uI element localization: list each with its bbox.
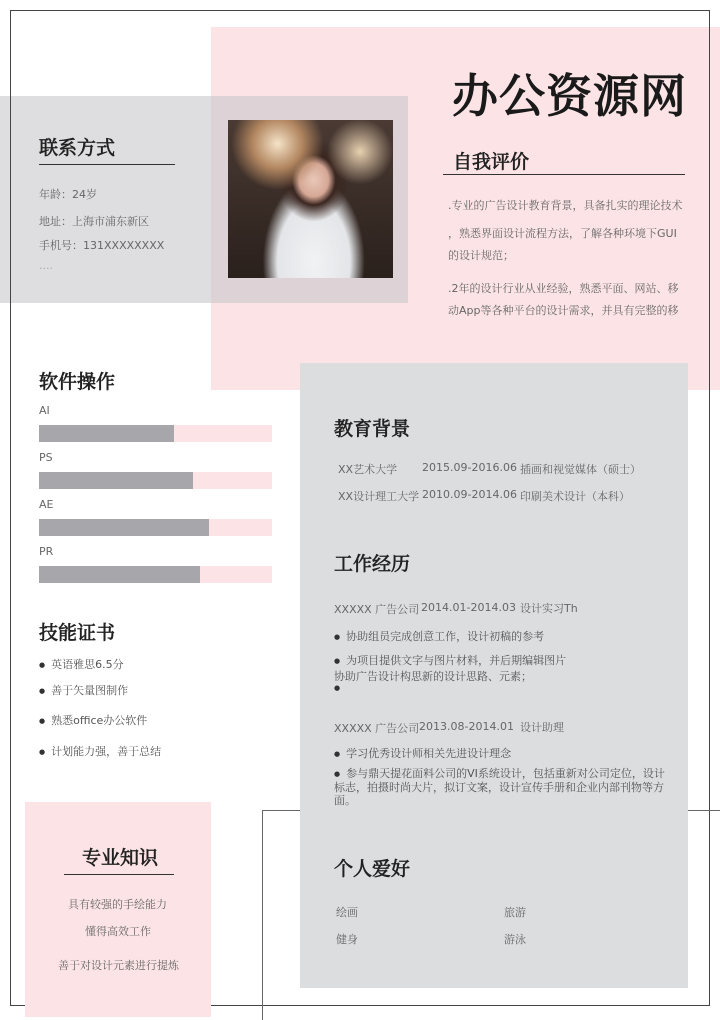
hobby: 旅游	[504, 906, 526, 919]
knowledge-item: 善于对设计元素进行提炼	[58, 959, 179, 972]
period: 2013.08-2014.01	[419, 720, 514, 733]
cert-item: ● 善于矢量图制作	[39, 682, 128, 698]
divider	[443, 174, 685, 175]
divider	[64, 874, 174, 875]
certs-heading: 技能证书	[39, 622, 116, 644]
knowledge-item: 具有较强的手绘能力	[68, 898, 167, 911]
self-eval-line: 的设计规范；	[448, 249, 514, 262]
skill-bar	[39, 519, 272, 536]
hobby: 绘画	[336, 906, 358, 919]
address: 地址：上海市浦东新区	[39, 215, 149, 228]
work-bullet	[334, 681, 346, 694]
phone: 手机号：131XXXXXXXX	[39, 239, 165, 252]
more: ····	[39, 262, 53, 275]
software-label: PR	[39, 545, 54, 558]
period: 2014.01-2014.03	[421, 601, 516, 614]
software-label: AI	[39, 404, 50, 417]
education-heading: 教育背景	[334, 418, 411, 440]
work-bullet: ● 参与鼎天提花面料公司的VI系统设计，包括重新对公司定位，设计标志，拍摄时尚大片，拟订文案，设计宣传手册和企业内部刊物等方面。	[334, 767, 666, 807]
knowledge-heading: 专业知识	[82, 847, 159, 869]
school: XX设计理工大学	[338, 490, 420, 503]
skill-bar	[39, 425, 272, 442]
period: 2015.09-2016.06	[422, 461, 517, 474]
self-eval-line: .专业的广告设计教育背景，具备扎实的理论技术	[448, 199, 683, 212]
divider	[39, 164, 175, 165]
skill-bar-fill	[39, 472, 193, 489]
work-bullet: ● 学习优秀设计师相关先进设计理念	[334, 745, 511, 761]
major: 印刷美术设计（本科）	[520, 490, 630, 503]
hobby: 健身	[336, 933, 358, 946]
skill-bar	[39, 566, 272, 583]
hobbies-heading: 个人爱好	[334, 858, 411, 880]
self-eval-line: .2年的设计行业从业经验，熟悉平面、网站、移	[448, 282, 679, 295]
work-bullet: ● 协助组员完成创意工作，设计初稿的参考	[334, 628, 544, 644]
cert-item: ● 熟悉office办公软件	[39, 712, 147, 728]
software-label: PS	[39, 451, 53, 464]
major: 插画和视觉媒体（硕士）	[520, 463, 641, 476]
page-title: 办公资源网	[452, 69, 687, 123]
work-bullet: ● 为项目提供文字与图片材料，并后期编辑图片 协助广告设计构思新的设计思路、元素；	[334, 653, 566, 684]
cert-item: ● 计划能力强，善于总结	[39, 743, 161, 759]
skill-bar-fill	[39, 566, 200, 583]
school: XX艺术大学	[338, 463, 398, 476]
self-eval-line: 动App等各种平台的设计需求，并具有完整的移	[448, 304, 679, 317]
period: 2010.09-2014.06	[422, 488, 517, 501]
skill-bar	[39, 472, 272, 489]
cert-item: ● 英语雅思6.5分	[39, 656, 124, 672]
work-heading: 工作经历	[334, 553, 411, 575]
hobby: 游泳	[504, 933, 526, 946]
self-eval-line: ，熟悉界面设计流程方法，了解各种环境下GUI	[448, 227, 677, 240]
skill-bar-fill	[39, 425, 174, 442]
knowledge-item: 懂得高效工作	[85, 925, 151, 938]
profile-photo	[228, 120, 393, 278]
self-eval-heading: 自我评价	[453, 151, 530, 173]
role: 设计实习Th	[520, 602, 578, 615]
company: XXXXX 广告公司	[334, 603, 420, 616]
age: 年龄：24岁	[39, 188, 97, 201]
skill-bar-fill	[39, 519, 209, 536]
company: XXXXX 广告公司	[334, 722, 420, 735]
contact-heading: 联系方式	[39, 137, 116, 159]
software-heading: 软件操作	[39, 371, 116, 393]
software-label: AE	[39, 498, 54, 511]
role: 设计助理	[520, 721, 564, 734]
